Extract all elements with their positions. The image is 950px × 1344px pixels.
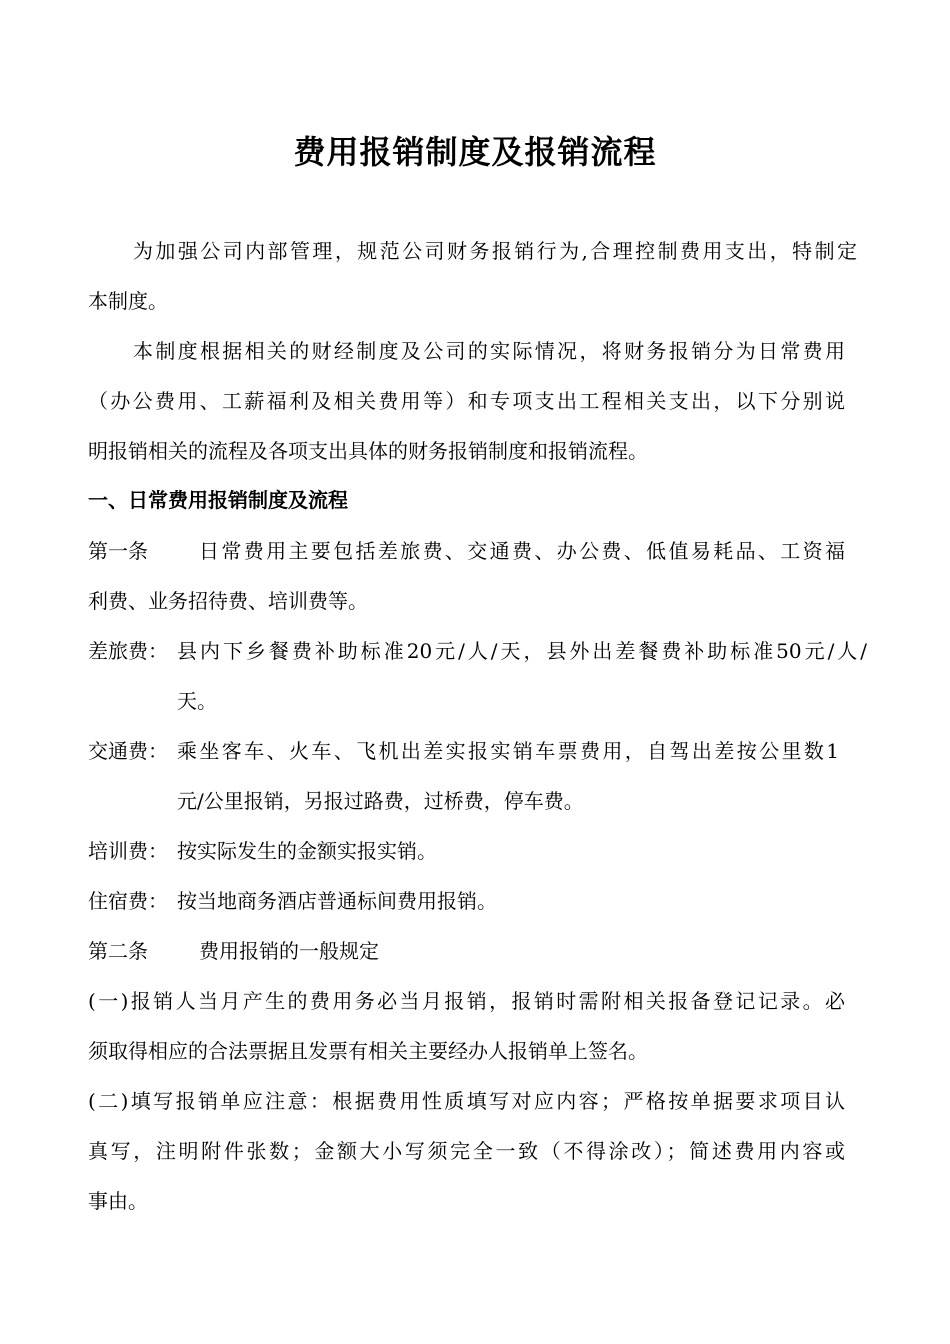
- rule-1-line-2: 须取得相应的合法票据且发票有相关主要经办人报销单上签名。: [88, 1039, 648, 1063]
- intro-paragraph-2-line-1: 本制度根据相关的财经制度及公司的实际情况，将财务报销分为日常费用: [133, 339, 845, 363]
- transport-line-1: 乘坐客车、火车、飞机出差实报实销车票费用，自驾出差按公里数1: [177, 739, 839, 763]
- article-2-label: 第二条: [88, 939, 148, 963]
- transport-line-2: 元/公里报销，另报过路费，过桥费，停车费。: [177, 789, 584, 813]
- article-1-line-1: 日常费用主要包括差旅费、交通费、办公费、低值易耗品、工资福: [199, 539, 845, 563]
- article-1-line-2: 利费、业务招待费、培训费等。: [88, 589, 368, 613]
- lodging-text: 按当地商务酒店普通标间费用报销。: [177, 889, 497, 913]
- travel-line-1: 县内下乡餐费补助标准20元/人/天，县外出差餐费补助标准50元/人/: [177, 639, 867, 663]
- travel-label: 差旅费：: [88, 639, 168, 663]
- training-label: 培训费：: [88, 839, 168, 863]
- intro-paragraph-1-line-2: 本制度。: [88, 289, 168, 313]
- intro-paragraph-2-line-3: 明报销相关的流程及各项支出具体的财务报销制度和报销流程。: [88, 439, 648, 463]
- article-2-text: 费用报销的一般规定: [199, 939, 379, 963]
- travel-line-2: 天。: [177, 689, 217, 713]
- rule-2-line-1: (二)填写报销单应注意：根据费用性质填写对应内容；严格按单据要求项目认: [88, 1089, 845, 1113]
- lodging-label: 住宿费：: [88, 889, 168, 913]
- rule-2-line-3: 事由。: [88, 1189, 148, 1213]
- rule-1-line-1: (一)报销人当月产生的费用务必当月报销，报销时需附相关报备登记记录。必: [88, 989, 845, 1013]
- rule-2-line-2: 真写，注明附件张数；金额大小写须完全一致（不得涂改）；简述费用内容或: [88, 1139, 845, 1163]
- article-1-label: 第一条: [88, 539, 148, 563]
- training-text: 按实际发生的金额实报实销。: [177, 839, 437, 863]
- transport-label: 交通费：: [88, 739, 168, 763]
- intro-paragraph-1-line-1: 为加强公司内部管理，规范公司财务报销行为,合理控制费用支出，特制定: [133, 239, 857, 263]
- section-heading: 一、日常费用报销制度及流程: [88, 488, 348, 512]
- intro-paragraph-2-line-2: （办公费用、工薪福利及相关费用等）和专项支出工程相关支出，以下分别说: [88, 389, 845, 413]
- page-title: 费用报销制度及报销流程: [293, 133, 657, 171]
